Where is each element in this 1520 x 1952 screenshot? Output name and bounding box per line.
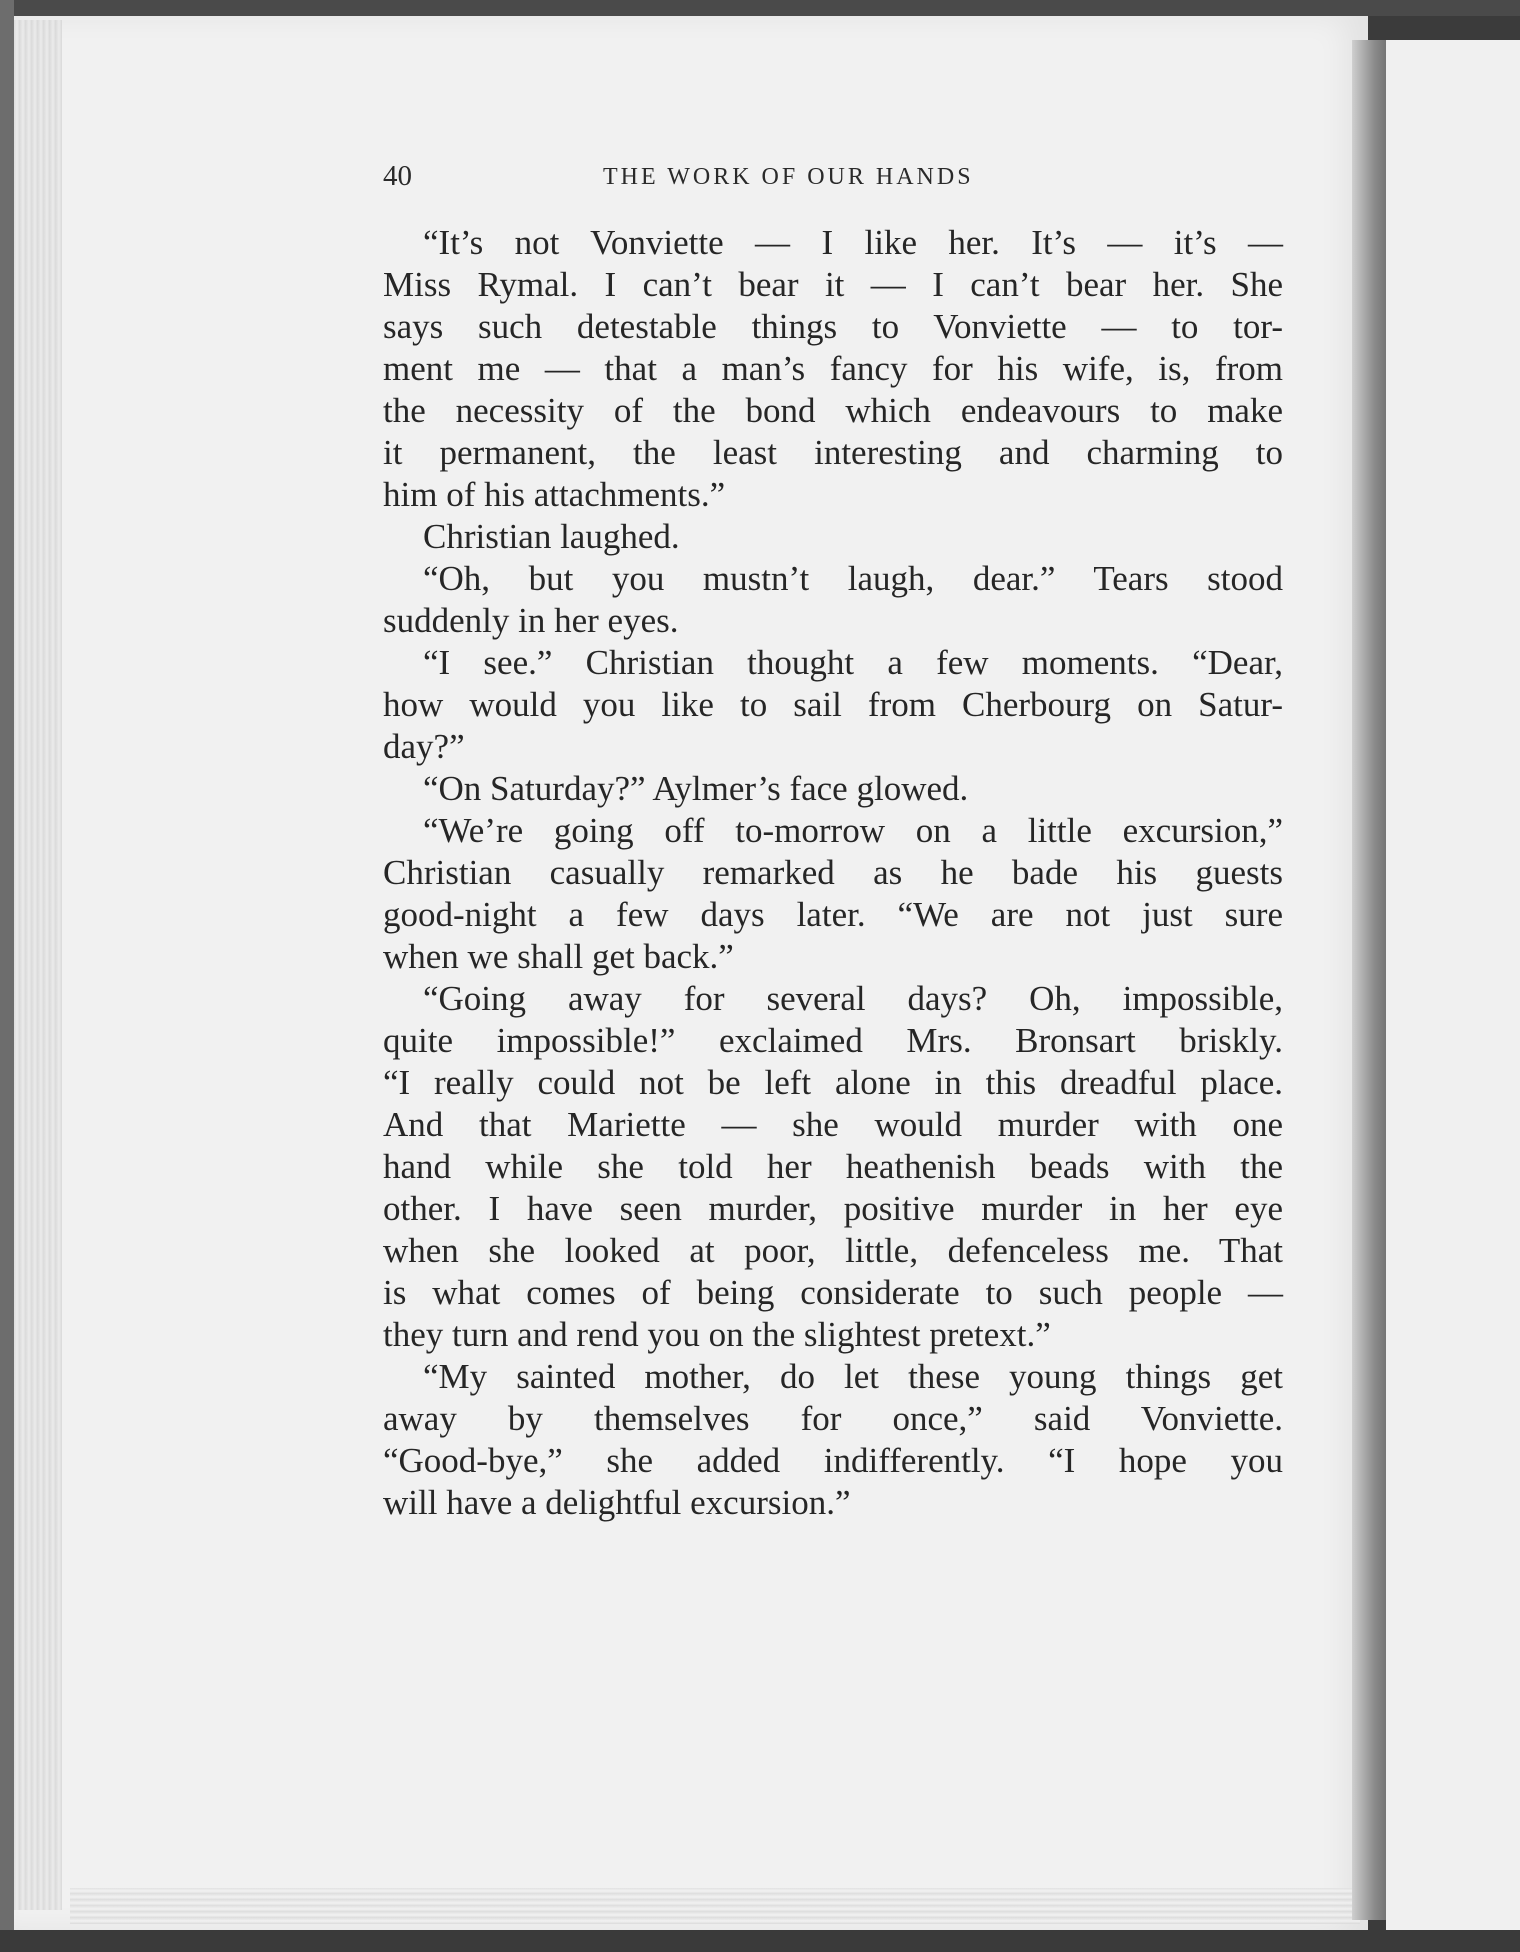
text-line: when we shall get back.” (383, 937, 734, 976)
text-line: “My sainted mother, do let these young things get (423, 1357, 1283, 1396)
text-line: quite impossible!” exclaimed Mrs. Bronsart briskly. (383, 1021, 1283, 1060)
text-line: when she looked at poor, little, defenceless me. That (383, 1231, 1283, 1270)
page-edges-left (14, 20, 62, 1910)
text-line: good-night a few days later. “We are not just sure (383, 895, 1283, 934)
text-line: “On Saturday?” Aylmer’s face glowed. (423, 769, 969, 808)
text-line: hand while she told her heathenish beads with the (383, 1147, 1283, 1186)
right-page (1386, 40, 1520, 1930)
text-line: away by themselves for once,” said Vonviette. (383, 1399, 1283, 1438)
text-line: ment me — that a man’s fancy for his wife, is, from (383, 349, 1283, 388)
text-line: “It’s not Vonviette — I like her. It’s — it’s — (423, 223, 1283, 262)
text-line: it permanent, the least interesting and charming to (383, 433, 1283, 472)
scan-border-left (0, 0, 14, 1952)
text-line: And that Mariette — she would murder with one (383, 1105, 1283, 1144)
page-number: 40 (383, 160, 412, 192)
text-line: him of his attachments.” (383, 475, 726, 514)
scan-border-top (0, 0, 1520, 16)
text-line: “Good-bye,” she added indifferently. “I hope you (383, 1441, 1283, 1480)
scan-border-bottom (0, 1930, 1520, 1952)
text-line: Miss Rymal. I can’t bear it — I can’t bear her. She (383, 265, 1283, 304)
text-line: “I see.” Christian thought a few moments. “Dear, (423, 643, 1283, 682)
text-line: how would you like to sail from Cherbourg on Satur- (383, 685, 1283, 724)
text-line: the necessity of the bond which endeavours to make (383, 391, 1283, 430)
text-line: says such detestable things to Vonviette — to tor- (383, 307, 1283, 346)
text-line: suddenly in her eyes. (383, 601, 679, 640)
text-line: “We’re going off to-morrow on a little excursion,” (423, 811, 1283, 850)
text-line: will have a delightful excursion.” (383, 1483, 851, 1522)
book-gutter (1352, 40, 1390, 1920)
text-line: other. I have seen murder, positive murder in her eye (383, 1189, 1283, 1228)
page-header (383, 160, 1283, 206)
text-line: Christian laughed. (423, 517, 680, 556)
text-line: “Oh, but you mustn’t laugh, dear.” Tears stood (423, 559, 1283, 598)
text-line: “I really could not be left alone in this dreadful place. (383, 1063, 1283, 1102)
text-line: “Going away for several days? Oh, impossible, (423, 979, 1283, 1018)
text-line: is what comes of being considerate to such people — (383, 1273, 1283, 1312)
text-line: they turn and rend you on the slightest pretext.” (383, 1315, 1051, 1354)
running-head: THE WORK OF OUR HANDS (603, 164, 974, 190)
page-edges-bottom (70, 1888, 1360, 1924)
text-line: Christian casually remarked as he bade his guests (383, 853, 1283, 892)
text-line: day?” (383, 727, 465, 766)
